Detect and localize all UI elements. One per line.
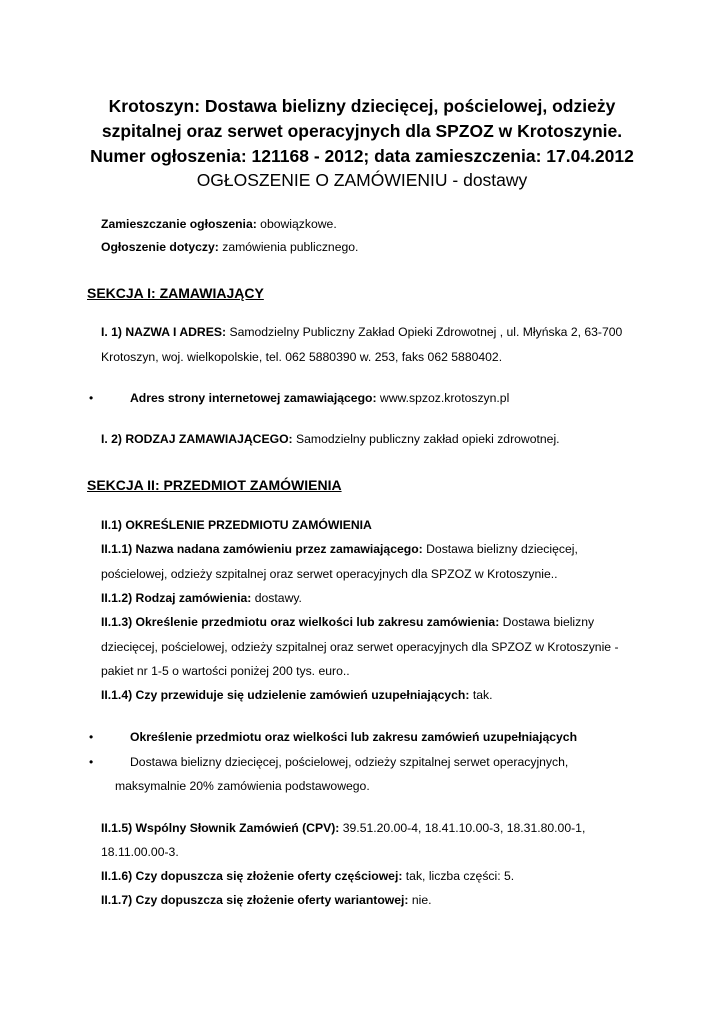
order-kind-value: dostawy. bbox=[254, 591, 302, 605]
cpv-value-line-1: 39.51.20.00-4, 18.41.10.00-3, 18.31.80.00-1, bbox=[342, 821, 586, 835]
contracting-type-label: I. 2) RODZAJ ZAMAWIAJĄCEGO: bbox=[101, 432, 293, 446]
order-kind-row bbox=[101, 589, 302, 607]
name-address-row bbox=[101, 323, 622, 341]
supplementary-scope-text-line-2: maksymalnie 20% zamówienia podstawowego. bbox=[115, 779, 370, 793]
supplementary-label: II.1.4) Czy przewiduje się udzielenie zamówień uzupełniających: bbox=[101, 688, 470, 702]
supplementary-scope-text-line-1: Dostawa bielizny dziecięcej, pościelowej, odzieży szpitalnej serwet operacyjnych, bbox=[130, 755, 569, 769]
bullet-icon: • bbox=[89, 730, 94, 744]
website-row bbox=[130, 389, 509, 407]
bullet-icon: • bbox=[89, 755, 94, 769]
supplementary-value: tak. bbox=[472, 688, 493, 702]
section-1-heading: SEKCJA I: ZAMAWIAJĄCY bbox=[87, 285, 264, 301]
contracting-type-value: Samodzielny publiczny zakład opieki zdrowotnej. bbox=[296, 432, 560, 446]
order-scope-value-line-3: pakiet nr 1-5 o wartości poniżej 200 tys. euro.. bbox=[101, 664, 350, 678]
subject-subheading: II.1) OKREŚLENIE PRZEDMIOTU ZAMÓWIENIA bbox=[101, 518, 372, 532]
concerns-row bbox=[101, 238, 358, 256]
supplementary-scope-heading: Określenie przedmiotu oraz wielkości lub zakresu zamówień uzupełniających bbox=[130, 730, 578, 744]
order-scope-label: II.1.3) Określenie przedmiotu oraz wielkości lub zakresu zamówienia: bbox=[101, 615, 500, 629]
order-scope-value-line-1: Dostawa bielizny bbox=[502, 615, 595, 629]
concerns-value: zamówienia publicznego. bbox=[222, 240, 359, 254]
mandatory-label: Zamieszczanie ogłoszenia: bbox=[101, 217, 257, 231]
contracting-type-row bbox=[101, 430, 560, 448]
page-title bbox=[60, 94, 664, 169]
website-label: Adres strony internetowej zamawiającego: bbox=[130, 391, 377, 405]
mandatory-value: obowiązkowe. bbox=[260, 217, 337, 231]
name-address-value-line-1: Samodzielny Publiczny Zakład Opieki Zdrowotnej , ul. Młyńska 2, 63-700 bbox=[229, 325, 623, 339]
variant-offer-label: II.1.7) Czy dopuszcza się złożenie oferty wariantowej: bbox=[101, 893, 409, 907]
order-name-row bbox=[101, 540, 578, 558]
title-line-3: Numer ogłoszenia: 121168 - 2012; data zamieszczenia: 17.04.2012 bbox=[90, 146, 634, 166]
partial-offer-value: tak, liczba części: 5. bbox=[405, 869, 515, 883]
title-line-1: Krotoszyn: Dostawa bielizny dziecięcej, pościelowej, odzieży bbox=[108, 96, 616, 116]
supplementary-row bbox=[101, 686, 492, 704]
bullet-icon: • bbox=[89, 391, 94, 405]
order-scope-value-line-2: dziecięcej, pościelowej, odzieży szpitalnej oraz serwet operacyjnych dla SPZOZ w Krotoszynie - bbox=[101, 640, 619, 654]
variant-offer-row bbox=[101, 891, 432, 909]
partial-offer-label: II.1.6) Czy dopuszcza się złożenie oferty częściowej: bbox=[101, 869, 403, 883]
name-address-label: I. 1) NAZWA I ADRES: bbox=[101, 325, 227, 339]
title-line-2: szpitalnej oraz serwet operacyjnych dla SPZOZ w Krotoszynie. bbox=[101, 121, 623, 141]
order-kind-label: II.1.2) Rodzaj zamówienia: bbox=[101, 591, 252, 605]
variant-offer-value: nie. bbox=[411, 893, 432, 907]
mandatory-row bbox=[101, 215, 337, 233]
cpv-row bbox=[101, 819, 585, 837]
website-value: www.spzoz.krotoszyn.pl bbox=[379, 391, 510, 405]
cpv-label: II.1.5) Wspólny Słownik Zamówień (CPV): bbox=[101, 821, 340, 835]
cpv-value-line-2: 18.11.00.00-3. bbox=[101, 845, 179, 859]
section-2-heading: SEKCJA II: PRZEDMIOT ZAMÓWIENIA bbox=[87, 477, 342, 493]
name-address-value-line-2: Krotoszyn, woj. wielkopolskie, tel. 062 5880390 w. 253, faks 062 5880402. bbox=[101, 350, 503, 364]
order-name-value-line-2: pościelowej, odzieży szpitalnej oraz serwet operacyjnych dla SPZOZ w Krotoszynie.. bbox=[101, 567, 558, 581]
order-name-label: II.1.1) Nazwa nadana zamówieniu przez zamawiającego: bbox=[101, 542, 423, 556]
order-name-value-line-1: Dostawa bielizny dziecięcej, bbox=[426, 542, 578, 556]
page-subtitle: OGŁOSZENIE O ZAMÓWIENIU - dostawy bbox=[196, 170, 528, 190]
concerns-label: Ogłoszenie dotyczy: bbox=[101, 240, 219, 254]
partial-offer-row bbox=[101, 867, 514, 885]
order-scope-row bbox=[101, 613, 594, 631]
